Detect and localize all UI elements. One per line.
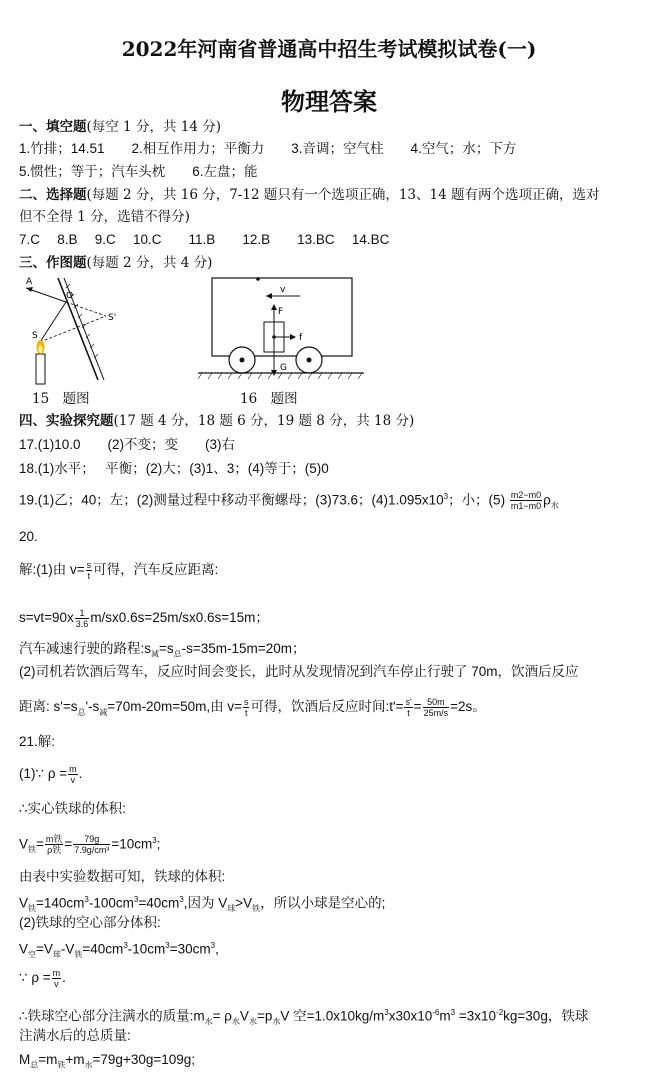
- fraction: [423, 697, 450, 718]
- frac-den: ρ铁: [47, 845, 62, 856]
- txt: =79g+30g=109g;: [92, 1052, 196, 1067]
- sup: 3: [123, 941, 128, 950]
- reflected-ray: [26, 288, 66, 302]
- velocity-arrowhead: [266, 293, 272, 299]
- fraction: [52, 968, 62, 989]
- frac-num: m铁: [45, 834, 63, 845]
- answer-title: 物理答案: [281, 87, 377, 116]
- txt: x30x10: [388, 1008, 433, 1024]
- txt: V: [19, 836, 29, 852]
- sub: 球: [52, 950, 61, 960]
- q21-line1: [19, 764, 82, 785]
- fraction: [73, 834, 110, 855]
- txt: '-s: [85, 699, 100, 715]
- sub: 水: [231, 1017, 240, 1027]
- txt: m: [439, 1008, 451, 1024]
- force-f-arrowhead: [271, 304, 277, 310]
- sup: 3: [165, 941, 170, 950]
- label-o: O: [66, 291, 74, 301]
- sub: 球: [227, 904, 236, 914]
- frac-num: s: [243, 697, 249, 707]
- section-2-heading: [19, 186, 599, 204]
- frac-den: m1−m0: [510, 501, 542, 512]
- txt: 汽车减速行驶的路程:s: [19, 641, 152, 656]
- sup: -6: [432, 1008, 440, 1017]
- sub: 铁: [74, 950, 83, 960]
- incident-ray: [40, 302, 66, 342]
- txt: -s=35m-15m=20m；: [181, 641, 306, 656]
- sub: 铁: [28, 845, 37, 855]
- q19-sub: 水: [550, 501, 559, 511]
- frac-num: 79g: [73, 834, 110, 845]
- label-s: S: [32, 331, 38, 341]
- q19-part: ；小；(5): [448, 492, 506, 508]
- txt: = ρ: [212, 1008, 232, 1024]
- sub: 水: [248, 1017, 257, 1027]
- sup: -2: [496, 1008, 504, 1017]
- txt: =40cm: [138, 895, 180, 911]
- q21-line4: 由表中实验数据可知，铁球的体积:: [19, 869, 226, 884]
- figure-16: [196, 272, 366, 384]
- section-heading-text: 二、选择题: [19, 187, 87, 203]
- frac-den: t: [87, 571, 91, 581]
- mirror-line: [58, 278, 98, 380]
- q19-part: 19.(1)乙；40；左；(2)测量过程中移动平衡螺母；(3)73.6；(4)1.095x10: [19, 492, 444, 508]
- txt: V 空=1.0x10kg/m: [280, 1008, 385, 1024]
- q21-line7: [19, 937, 219, 964]
- txt: ，所以小球是空心的;: [260, 895, 386, 911]
- friction-arrowhead: [290, 334, 296, 340]
- answer-line: 5.惯性；等于；汽车头枕 6.左盘；能: [19, 164, 258, 179]
- txt: =: [413, 699, 422, 715]
- ground-hatching: [198, 373, 362, 379]
- sub: 总: [77, 707, 86, 717]
- sub: 铁: [57, 1060, 66, 1070]
- txt: V: [19, 895, 29, 911]
- section-heading-text: 一、填空题: [19, 119, 87, 135]
- left-wheel-hub: [240, 358, 245, 363]
- section-3-heading: [19, 254, 212, 272]
- frac-den: v: [70, 775, 76, 785]
- frac-den: v: [54, 979, 59, 989]
- q20-number: 20.: [19, 529, 38, 544]
- frac-num: 50m: [423, 697, 450, 708]
- frac-num: s: [86, 560, 92, 570]
- txt: =70m-20m=50m,由 v=: [107, 699, 242, 715]
- txt: =m: [38, 1052, 58, 1067]
- label-F: F: [278, 307, 284, 317]
- answer-line: 1.竹排；14.51 2.相互作用力；平衡力 3.音调；空气柱 4.空气；水；下方: [19, 141, 517, 156]
- answer-q19: [19, 488, 559, 515]
- txt: 可得，汽车反应距离:: [93, 562, 219, 578]
- frac-den: 3.6: [75, 619, 89, 629]
- frac-den: t: [244, 708, 248, 718]
- txt: =10cm: [111, 836, 153, 852]
- section-note: (17 题 4 分，18 题 6 分，19 题 8 分，共 18 分): [113, 413, 415, 429]
- q20-line2: [19, 608, 269, 629]
- sub: 铁: [28, 904, 37, 914]
- sub: 铁: [252, 904, 261, 914]
- frac-num: 1: [75, 608, 90, 619]
- txt: =: [36, 836, 44, 852]
- txt: =2s。: [450, 699, 486, 715]
- q21-line11: [19, 1051, 195, 1075]
- txt: ;: [156, 836, 161, 852]
- fraction: [243, 697, 250, 718]
- sup: 3: [133, 895, 139, 904]
- txt: =30cm: [169, 941, 211, 957]
- txt: +m: [65, 1052, 85, 1067]
- answer-q18: 18.(1)水平； 平衡；(2)大；(3)1、3；(4)等于；(5)0: [19, 461, 329, 476]
- txt: (1)∵ ρ =: [19, 766, 68, 782]
- answer-line: 7.C 8.B 9.C 10.C 11.B 12.B 13.BC 14.BC: [19, 232, 390, 247]
- q21-line2: ∴实心铁球的体积:: [19, 801, 126, 816]
- txt: M: [19, 1052, 31, 1067]
- answer-q17: 17.(1)10.0 (2)不变；变 (3)右: [19, 437, 236, 452]
- sub: 水: [84, 1060, 93, 1070]
- sup: 3: [210, 941, 216, 950]
- label-v: v: [280, 285, 286, 295]
- txt: 解:(1)由 v=: [19, 562, 85, 578]
- section-4-heading: [19, 412, 414, 430]
- symmetry-line: [40, 316, 106, 342]
- q19-fraction: [510, 490, 542, 511]
- txt: .: [62, 970, 66, 986]
- txt: 可得，饮酒后反应时间:t'=: [250, 699, 404, 715]
- exam-title: 2022年河南省普通高中招生考试模拟试卷(一): [121, 37, 537, 61]
- q21-line3: [19, 832, 160, 859]
- fraction: [68, 764, 78, 785]
- frac-den: 25m/s: [423, 708, 449, 718]
- txt: s=vt=90x: [19, 610, 74, 626]
- figure-15: [18, 274, 130, 386]
- section-note: (每题 2 分，共 16 分，7-12 题只有一个选项正确，13、14 题有两个选项正确，选对: [86, 187, 600, 203]
- fraction: [86, 560, 93, 581]
- sup: 3: [450, 1008, 456, 1017]
- ray-arrow: [26, 287, 33, 292]
- txt: m/sx0.6s=25m/sx0.6s=15m；: [90, 610, 269, 626]
- txt: ,: [215, 941, 219, 957]
- q19-sup: 3: [443, 492, 449, 501]
- sub: 水: [272, 1017, 281, 1027]
- sub: 空: [28, 950, 37, 960]
- sub: 总: [30, 1060, 39, 1070]
- label-f: f: [299, 333, 303, 343]
- q21-line10: 注满水后的总质量:: [19, 1028, 131, 1043]
- q21-line6: (2)铁球的空心部分体积:: [19, 915, 161, 930]
- q20-line4: (2)司机若饮酒后驾车，反应时间会变长，此时从发现情况到汽车停止行驶了 70m，饮酒后反应: [19, 664, 579, 679]
- txt: >V: [235, 895, 253, 911]
- sub: 减: [99, 707, 108, 717]
- section-heading-text: 四、实验探究题: [19, 413, 114, 429]
- candle-flame-core: [39, 345, 43, 353]
- sub: 水: [204, 1017, 213, 1027]
- frac-den: t: [407, 708, 410, 718]
- txt: =: [64, 836, 73, 852]
- q21-number: 21.解:: [19, 734, 56, 749]
- sup: 3: [152, 836, 157, 845]
- q21-line8: [19, 968, 66, 989]
- section-heading-text: 三、作图题: [19, 255, 87, 271]
- label-G: G: [280, 363, 287, 373]
- q19-rho: ρ: [543, 492, 551, 508]
- section-note: (每空 1 分，共 14 分): [86, 119, 221, 135]
- txt: ∵ ρ =: [19, 970, 51, 986]
- sup: 3: [179, 895, 184, 904]
- txt: 距离: s'=s: [19, 699, 78, 715]
- txt: .: [78, 766, 83, 782]
- txt: kg=30g，铁球: [503, 1008, 589, 1024]
- txt: -10cm: [127, 941, 166, 957]
- fraction: [45, 834, 64, 855]
- label-s-prime: S': [108, 313, 117, 323]
- sub: 总: [173, 649, 182, 659]
- q20-line3: [19, 640, 305, 664]
- figure-15-caption: 15 题图: [32, 391, 90, 407]
- section-note-cont: 但不全得 1 分，选错不得分): [19, 209, 190, 225]
- txt: -V: [60, 941, 75, 957]
- section-1-heading: [19, 118, 221, 136]
- sup: 3: [84, 895, 89, 904]
- txt: =V: [36, 941, 53, 957]
- txt: -100cm: [88, 895, 134, 911]
- txt: ,因为 V: [183, 895, 228, 911]
- frac-num: m: [69, 764, 77, 774]
- car-dot: [256, 277, 260, 281]
- label-a: A: [26, 277, 33, 287]
- txt: V: [19, 941, 29, 957]
- fraction: [75, 608, 90, 629]
- candle-body: [36, 354, 45, 384]
- section-note: (每题 2 分，共 4 分): [86, 255, 213, 271]
- figure-16-caption: 16 题图: [240, 391, 298, 407]
- frac-num: m2−m0: [510, 490, 542, 501]
- txt: V: [239, 1008, 249, 1024]
- frac-num: s': [405, 697, 412, 707]
- sub: 减: [151, 649, 160, 659]
- txt: =p: [256, 1008, 273, 1024]
- frac-num: m: [52, 968, 61, 978]
- txt: =140cm: [36, 895, 85, 911]
- frac-den: 7.9g/cm³: [74, 845, 110, 856]
- txt: ∴铁球空心部分注满水的质量:m: [19, 1008, 205, 1024]
- txt: =3x10: [455, 1008, 497, 1024]
- fraction: [404, 697, 412, 718]
- txt: =s: [159, 641, 174, 656]
- q20-line1: [19, 560, 218, 581]
- sup: 3: [384, 1008, 389, 1017]
- q20-line5: [19, 697, 486, 722]
- right-wheel-hub: [307, 358, 312, 363]
- txt: =40cm: [82, 941, 124, 957]
